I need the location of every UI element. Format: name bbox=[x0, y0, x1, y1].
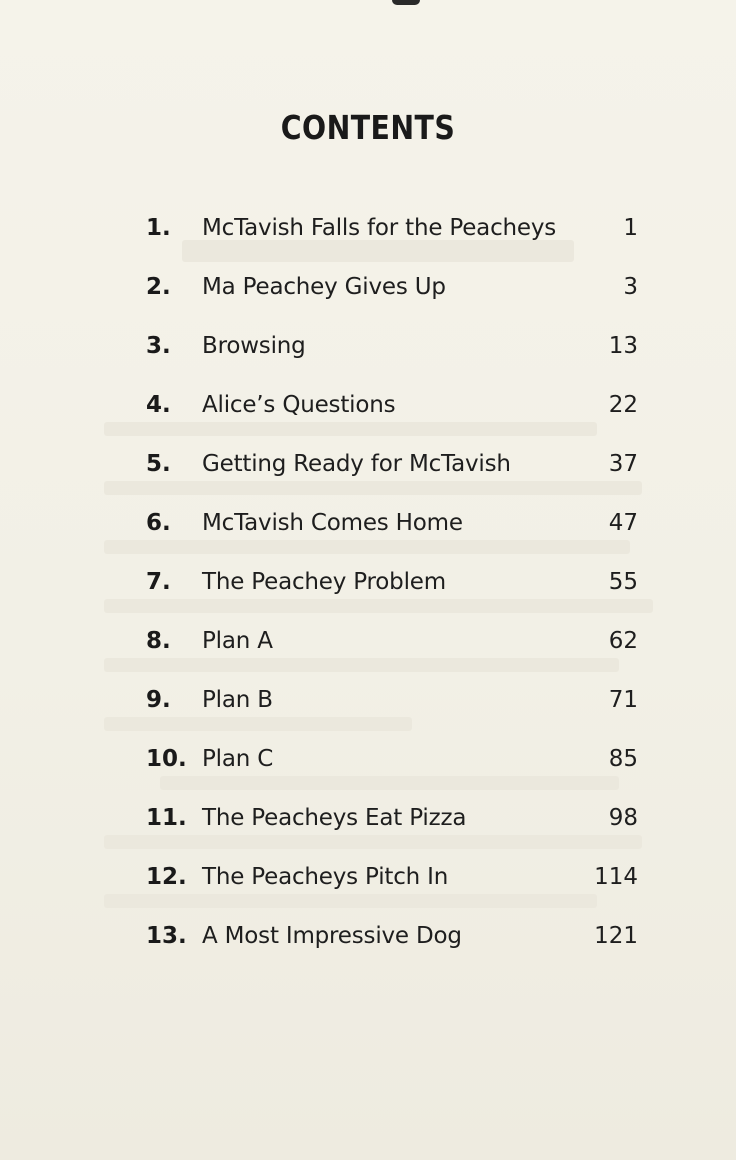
page-number: 85 bbox=[608, 745, 638, 772]
chapter-number: 13. bbox=[146, 922, 187, 949]
chapter-number: 9. bbox=[146, 686, 171, 713]
toc-entry[interactable] bbox=[146, 847, 638, 906]
chapter-title: The Peachey Problem bbox=[202, 568, 446, 595]
chapter-number: 12. bbox=[146, 863, 187, 890]
page-number: 22 bbox=[608, 391, 638, 418]
page-number: 37 bbox=[608, 450, 638, 477]
chapter-number: 4. bbox=[146, 391, 171, 418]
chapter-number: 7. bbox=[146, 568, 171, 595]
toc-entry[interactable] bbox=[146, 434, 638, 493]
page-number: 71 bbox=[608, 686, 638, 713]
chapter-title: A Most Impressive Dog bbox=[202, 922, 462, 949]
chapter-number: 10. bbox=[146, 745, 187, 772]
toc-entry[interactable] bbox=[146, 788, 638, 847]
toc-entry[interactable] bbox=[146, 670, 638, 729]
chapter-number: 1. bbox=[146, 214, 171, 241]
chapter-title: The Peacheys Eat Pizza bbox=[202, 804, 467, 831]
page-edge-mark bbox=[392, 0, 420, 5]
toc-entry[interactable] bbox=[146, 611, 638, 670]
chapter-number: 3. bbox=[146, 332, 171, 359]
toc-entry[interactable] bbox=[146, 729, 638, 788]
chapter-title: McTavish Comes Home bbox=[202, 509, 463, 536]
page-number: 121 bbox=[594, 922, 638, 949]
page-number: 98 bbox=[608, 804, 638, 831]
chapter-title: Plan A bbox=[202, 627, 273, 654]
toc-entry[interactable] bbox=[146, 552, 638, 611]
chapter-title: Plan B bbox=[202, 686, 273, 713]
chapter-number: 5. bbox=[146, 450, 171, 477]
contents-heading: CONTENTS bbox=[280, 108, 456, 147]
toc-entry[interactable] bbox=[146, 257, 638, 316]
toc-entry[interactable] bbox=[146, 906, 638, 965]
chapter-number: 2. bbox=[146, 273, 171, 300]
chapter-number: 6. bbox=[146, 509, 171, 536]
page-number: 1 bbox=[623, 214, 638, 241]
chapter-title: The Peacheys Pitch In bbox=[202, 863, 449, 890]
chapter-title: Alice’s Questions bbox=[202, 391, 396, 418]
chapter-title: Getting Ready for McTavish bbox=[202, 450, 511, 477]
chapter-number: 11. bbox=[146, 804, 187, 831]
chapter-number: 8. bbox=[146, 627, 171, 654]
toc-entry[interactable] bbox=[146, 493, 638, 552]
page-number: 62 bbox=[608, 627, 638, 654]
chapter-title: McTavish Falls for the Peacheys bbox=[202, 214, 557, 241]
page-number: 55 bbox=[608, 568, 638, 595]
page-number: 47 bbox=[608, 509, 638, 536]
toc-entry[interactable] bbox=[146, 316, 638, 375]
chapter-title: Ma Peachey Gives Up bbox=[202, 273, 446, 300]
toc-entry[interactable] bbox=[146, 375, 638, 434]
page-number: 114 bbox=[594, 863, 638, 890]
page-number: 13 bbox=[608, 332, 638, 359]
chapter-title: Browsing bbox=[202, 332, 306, 359]
table-of-contents bbox=[146, 198, 638, 965]
toc-entry[interactable] bbox=[146, 198, 638, 257]
chapter-title: Plan C bbox=[202, 745, 274, 772]
page-number: 3 bbox=[623, 273, 638, 300]
